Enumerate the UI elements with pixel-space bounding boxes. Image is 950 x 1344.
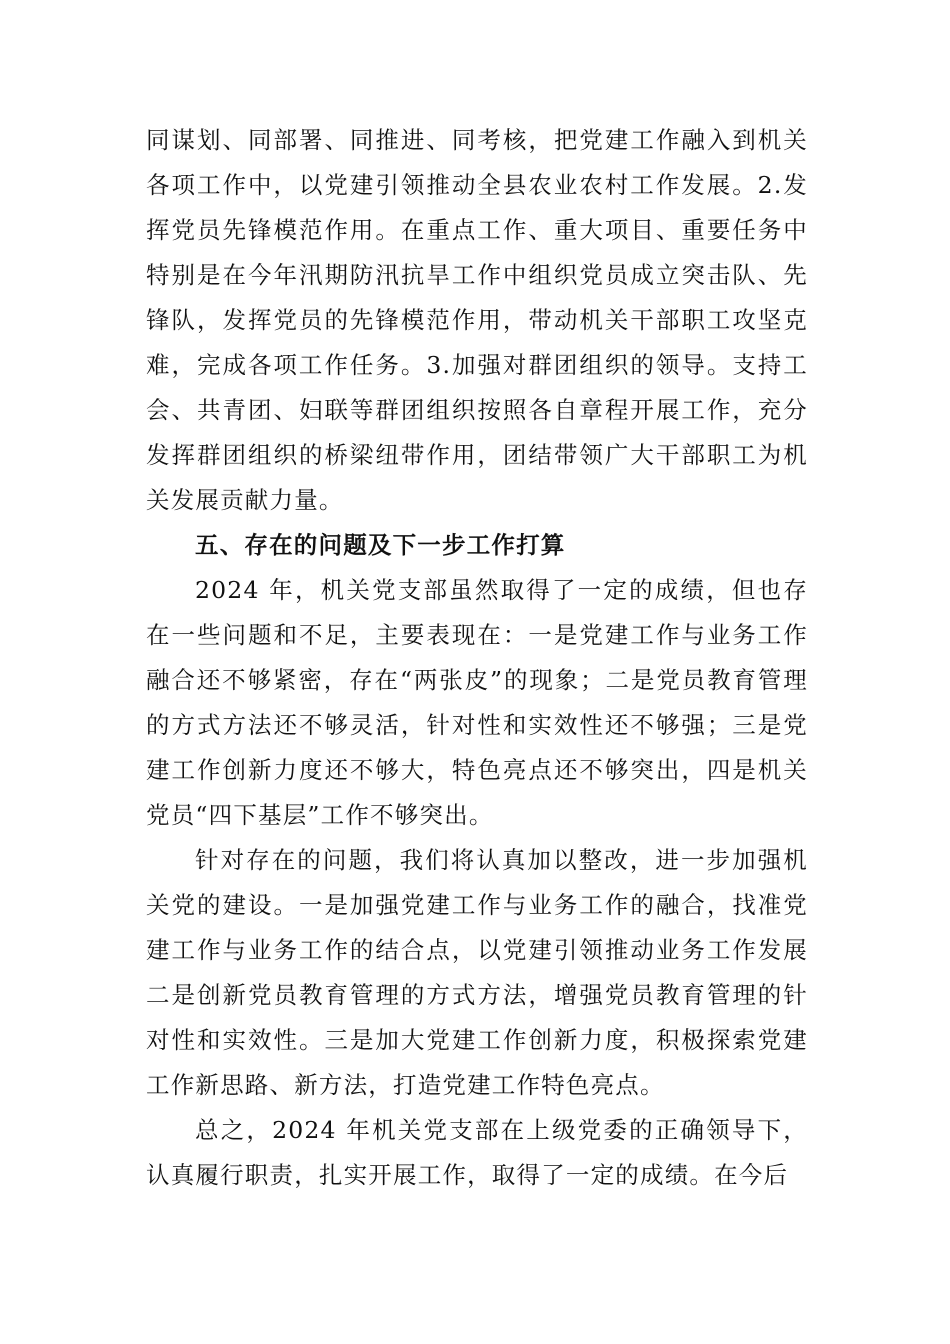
document-body	[146, 118, 808, 1198]
section-heading: 五、存在的问题及下一步工作打算	[195, 531, 566, 559]
paragraph-plans: 针对存在的问题，我们将认真加以整改，进一步加强机关党的建设。一是加强党建工作与业务工作的融合，找准党建工作与业务工作的结合点，以党建引领推动业务工作发展二是创新党员教育管理的方式方法，增强党员教育管理的针对性和实效性。三是加大党建工作创新力度，积极探索党建工作新思路、新方法，打造党建工作特色亮点。	[146, 846, 808, 1099]
paragraph-summary: 总之，2024 年机关党支部在上级党委的正确领导下，认真履行职责，扎实开展工作，取得了一定的成绩。在今后	[146, 1116, 808, 1189]
continued-paragraph: 同谋划、同部署、同推进、同考核，把党建工作融入到机关各项工作中，以党建引领推动全县农业农村工作发展。2.发挥党员先锋模范作用。在重点工作、重大项目、重要任务中特别是在今年汛期防汛抗旱工作中组织党员成立突击队、先锋队，发挥党员的先锋模范作用，带动机关干部职工攻坚克难，完成各项工作任务。3.加强对群团组织的领导。支持工会、共青团、妇联等群团组织按照各自章程开展工作，充分发挥群团组织的桥梁纽带作用，团结带领广大干部职工为机关发展贡献力量。	[146, 126, 808, 514]
paragraph-problems: 2024 年，机关党支部虽然取得了一定的成绩，但也存在一些问题和不足，主要表现在：一是党建工作与业务工作融合还不够紧密，存在“两张皮”的现象；二是党员教育管理的方式方法还不够灵活，针对性和实效性还不够强；三是党建工作创新力度还不够大，特色亮点还不够突出，四是机关党员“四下基层”工作不够突出。	[146, 576, 808, 829]
